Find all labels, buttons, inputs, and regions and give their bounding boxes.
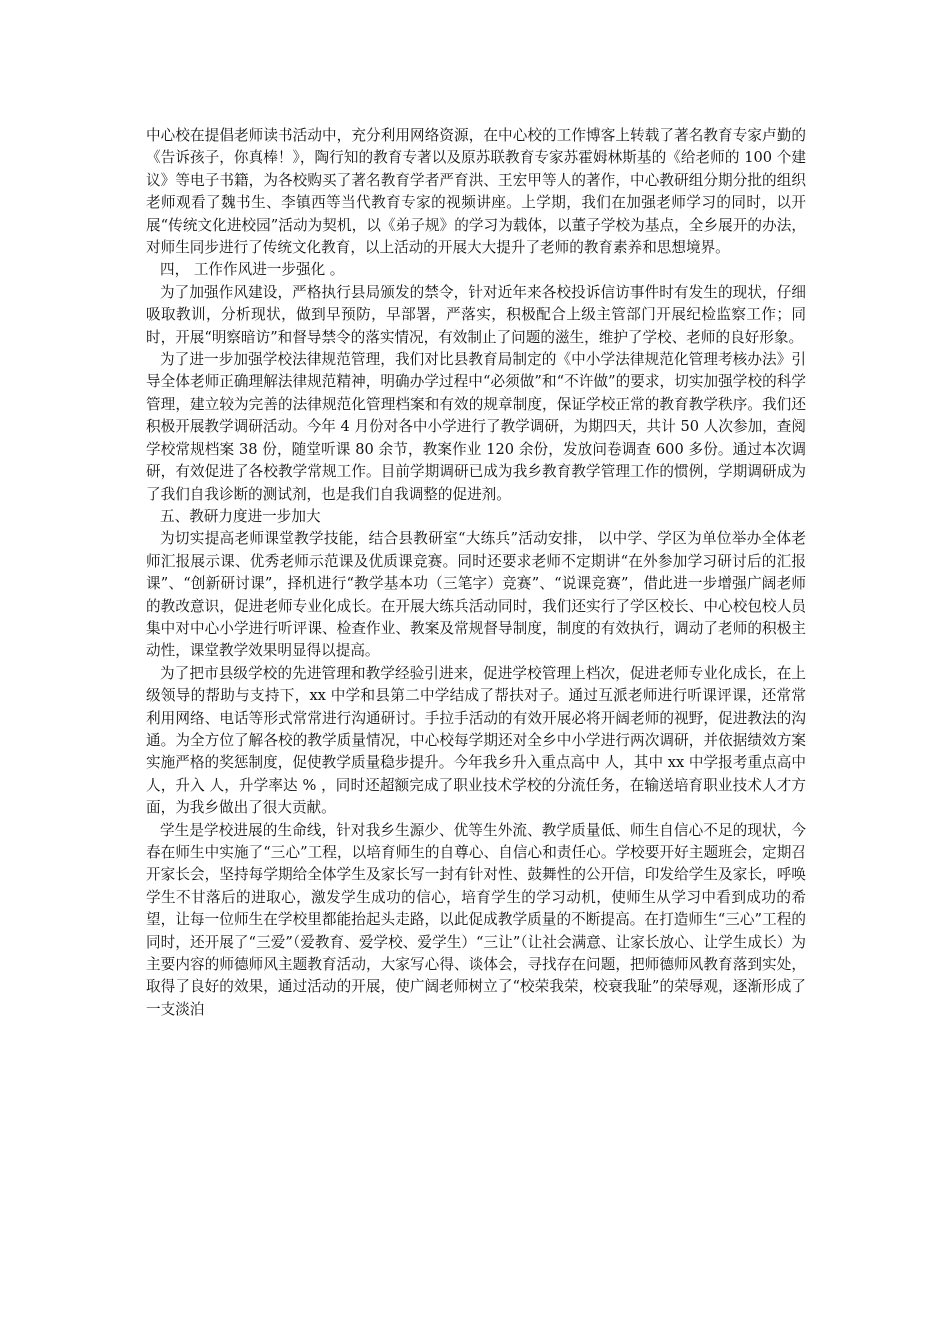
section-heading-five: 五、教研力度进一步加大 [160,507,321,525]
paragraph-legal-management: 为了进一步加强学校法律规范管理，我们对比县教育局制定的《中小学法律规范化管理考核办法》引导全体老师正确理解法律规范精神，明确办学过程中“必须做”和“不许做”的要求，切实加强学校的科学管理，建立较为完善的法律规范化管理档案和有效的规章制度，保证学校正常的教育教学秩序。我们还积极开展教学调研活动。今年 4 月份对各中小学进行了教学调研，为期四天，共计 50 人次参加，查阅学校常规档案 38 份，随堂听课 80 余节，教案作业 120 余份，发放问卷调查 600 多份。通过本次调研，有效促进了各校教学常规工作。目前学期调研已成为我乡教育教学管理工作的惯例，学期调研成为了我们自我诊断的测试剂，也是我们自我调整的促进剂。 [146,351,806,503]
section-heading-four: 四， 工作作风进一步强化 。 [160,261,345,279]
document-body [146,125,806,1021]
paragraph-continuation: 中心校在提倡老师读书活动中，充分利用网络资源，在中心校的工作博客上转载了著名教育专家卢勤的《告诉孩子，你真棒！》，陶行知的教育专著以及原苏联教育专家苏霍姆林斯基的《给老师的 100 个建议》等电子书籍，为各校购买了著名教育学者严育洪、王宏甲等人的著作，中心教研组分期分批的组织老师观看了魏书生、李镇西等当代教育专家的视频讲座。上学期，我们在加强老师学习的同时，以开展“传统文化进校园”活动为契机，以《弟子规》的学习为载体，以董子学校为基点，全乡展开的办法，对师生同步进行了传统文化教育，以上活动的开展大大提升了老师的教育素养和思想境界。 [146,127,806,257]
paragraph-work-style: 为了加强作风建设，严格执行县局颁发的禁令，针对近年来各校投诉信访事件时有发生的现状，仔细吸取教训，分析现状，做到早预防，早部署，严落实，积极配合上级主管部门开展纪检监察工作；同时，开展“明察暗访”和督导禁令的落实情况，有效制止了问题的滋生，维护了学校、老师的良好形象。 [146,283,806,346]
paragraph-teaching-skills: 为切实提高老师课堂教学技能，结合县教研室“大练兵”活动安排， 以中学、学区为单位举办全体老师汇报展示课、优秀老师示范课及优质课竞赛。同时还要求老师不定期讲“在外参加学习研讨后的汇报课”、“创新研讨课”，择机进行“教学基本功（三笔字）竞赛”、“说课竞赛”，借此进一步增强广阔老师的教改意识，促进老师专业化成长。在开展大练兵活动同时，我们还实行了学区校长、中心校包校人员集中对中心小学进行听评课、检查作业、教案及常规督导制度，制度的有效执行，调动了老师的积极主动性，课堂教学效果明显得以提高。 [146,530,806,660]
paragraph-three-hearts: 学生是学校进展的生命线，针对我乡生源少、优等生外流、教学质量低、师生自信心不足的现状，今春在师生中实施了“三心”工程，以培育师生的自尊心、自信心和责任心。学校要开好主题班会，定期召开家长会，坚持每学期给全体学生及家长写一封有针对性、鼓舞性的公开信，印发给学生及家长，呼唤学生不甘落后的进取心，激发学生成功的信心，培育学生的学习动机，使师生从学习中看到成功的希望，让每一位师生在学校里都能抬起头走路，以此促成教学质量的不断提高。在打造师生“三心”工程的同时，还开展了“三爱”（爱教育、爱学校、爱学生）“三让”（让社会满意、让家长放心、让学生成长）为主要内容的师德师风主题教育活动，大家写心得、谈体会，寻找存在问题，把师德师风教育落到实处，取得了良好的效果，通过活动的开展，使广阔老师树立了“校荣我荣，校衰我耻”的荣辱观，逐渐形成了一支淡泊 [146,821,806,1018]
paragraph-advanced-management: 为了把市县级学校的先进管理和教学经验引进来，促进学校管理上档次，促进老师专业化成长，在上级领导的帮助与支持下，xx 中学和县第二中学结成了帮扶对子。通过互派老师进行听课评课，还常常利用网络、电话等形式常常进行沟通研讨。手拉手活动的有效开展必将开阔老师的视野，促进教法的沟通。为全方位了解各校的教学质量情况，中心校每学期还对全乡中小学进行两次调研，并依据绩效方案实施严格的奖惩制度，促使教学质量稳步提升。今年我乡升入重点高中 人，其中 xx 中学报考重点高中 人，升入 人，升学率达 % ，同时还超额完成了职业技术学校的分流任务，在输送培育职业技术人才方面，为我乡做出了很大贡献。 [146,664,806,817]
